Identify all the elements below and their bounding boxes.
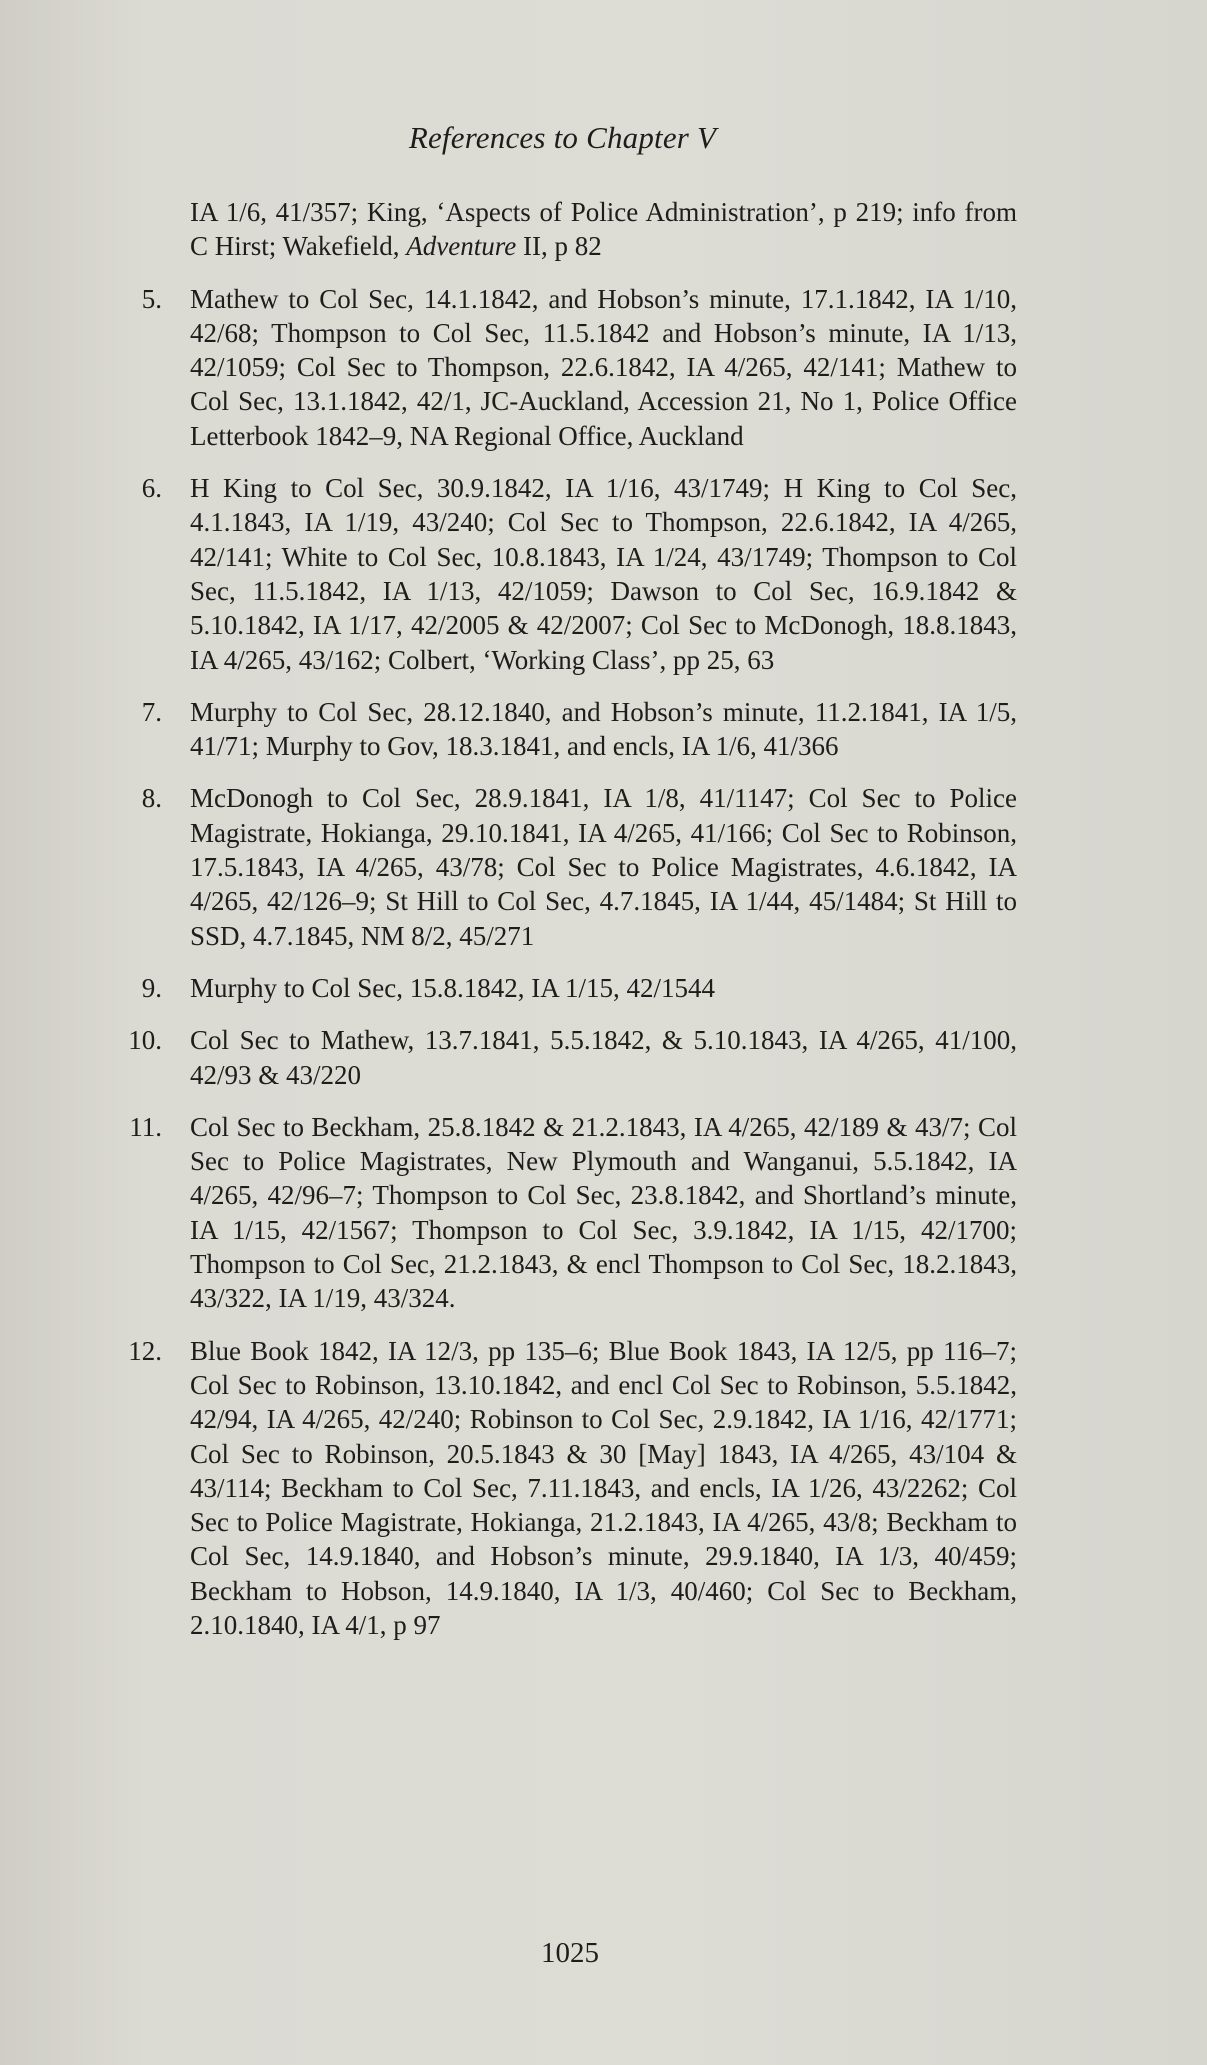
note-number: 8. [141, 783, 162, 814]
continuation-title-italic: Adventure [406, 231, 517, 262]
reference-notes [112, 195, 1017, 1660]
note-6 [112, 471, 1017, 677]
note-5 [112, 282, 1017, 453]
note-12 [112, 1334, 1017, 1643]
note-text: Col Sec to Beckham, 25.8.1842 & 21.2.1843, IA 4/265, 42/189 & 43/7; Col Sec to Police Magistrates, New Plymouth and Wanganui, 5.5.1842, IA 4/265, 42/96–7; Thompson to Col Sec, 23.8.1842, and Shortland’s minute, IA 1/15, 42/1567; Thompson to Col Sec, 3.9.1842, IA 1/15, 42/1700; Thompson to Col Sec, 21.2.1843, & encl Thompson to Col Sec, 18.2.1843, 43/322, IA 1/19, 43/324. [190, 1111, 1017, 1314]
note-number: 6. [141, 473, 162, 504]
continuation-text-2: II, p 82 [516, 231, 602, 262]
note-text: Mathew to Col Sec, 14.1.1842, and Hobson’s minute, 17.1.1842, IA 1/10, 42/68; Thompson to Col Sec, 11.5.1842 and Hobson’s minute, IA 1/13, 42/1059; Col Sec to Thompson, 22.6.1842, IA 4/265, 42/141; Mathew to Col Sec, 13.1.1842, 42/1, JC-Auckland, Accession 21, No 1, Police Office Letterbook 1842–9, NA Regional Office, Auckland [190, 283, 1017, 451]
note-11 [112, 1110, 1017, 1316]
note-text: H King to Col Sec, 30.9.1842, IA 1/16, 43/1749; H King to Col Sec, 4.1.1843, IA 1/19, 43/240; Col Sec to Thompson, 22.6.1842, IA 4/265, 42/141; White to Col Sec, 10.8.1843, IA 1/24, 43/1749; Thompson to Col Sec, 11.5.1842, IA 1/13, 42/1059; Dawson to Col Sec, 16.9.1842 & 5.10.1842, IA 1/17, 42/2005 & 42/2007; Col Sec to McDonogh, 18.8.1843, IA 4/265, 43/162; Colbert, ‘Working Class’, pp 25, 63 [190, 473, 1017, 675]
note-text: Col Sec to Mathew, 13.7.1841, 5.5.1842, & 5.10.1843, IA 4/265, 41/100, 42/93 & 43/220 [190, 1025, 1017, 1090]
note-number: 10. [128, 1025, 162, 1056]
note-text: McDonogh to Col Sec, 28.9.1841, IA 1/8, 41/1147; Col Sec to Police Magistrate, Hokianga, 29.10.1841, IA 4/265, 41/166; Col Sec to Robinson, 17.5.1843, IA 4/265, 43/78; Col Sec to Police Magistrates, 4.6.1842, IA 4/265, 42/126–9; St Hill to Col Sec, 4.7.1845, IA 1/44, 45/1484; St Hill to SSD, 4.7.1845, NM 8/2, 45/271 [190, 783, 1017, 951]
note-10 [112, 1023, 1017, 1092]
page-number: 1025 [541, 1937, 599, 1969]
continuation-text-1: IA 1/6, 41/357; King, ‘Aspects of Police Administration’, p 219; info from C Hirst; Wakefield, [190, 197, 1017, 262]
note-continuation [112, 195, 1017, 264]
note-text: Murphy to Col Sec, 15.8.1842, IA 1/15, 42/1544 [190, 972, 715, 1003]
note-number: 12. [128, 1335, 162, 1366]
note-text: Blue Book 1842, IA 12/3, pp 135–6; Blue Book 1843, IA 12/5, pp 116–7; Col Sec to Robinson, 13.10.1842, and encl Col Sec to Robinson, 5.5.1842, 42/94, IA 4/265, 42/240; Robinson to Col Sec, 2.9.1842, IA 1/16, 42/1771; Col Sec to Robinson, 20.5.1843 & 30 [May] 1843, IA 4/265, 43/104 & 43/114; Beckham to Col Sec, 7.11.1843, and encls, IA 1/26, 43/2262; Col Sec to Police Magistrate, Hokianga, 21.2.1843, IA 4/265, 43/8; Beckham to Col Sec, 14.9.1840, and Hobson’s minute, 29.9.1840, IA 1/3, 40/459; Beckham to Hobson, 14.9.1840, IA 1/3, 40/460; Col Sec to Beckham, 2.10.1840, IA 4/1, p 97 [190, 1335, 1017, 1640]
note-number: 5. [141, 283, 162, 314]
note-9 [112, 971, 1017, 1005]
running-head: References to Chapter V [408, 120, 717, 155]
note-7 [112, 695, 1017, 764]
note-number: 11. [129, 1111, 162, 1142]
note-number: 9. [141, 972, 162, 1003]
note-number: 7. [141, 696, 162, 727]
note-text: Murphy to Col Sec, 28.12.1840, and Hobson’s minute, 11.2.1841, IA 1/5, 41/71; Murphy to Gov, 18.3.1841, and encls, IA 1/6, 41/366 [190, 696, 1017, 762]
note-8 [112, 781, 1017, 952]
